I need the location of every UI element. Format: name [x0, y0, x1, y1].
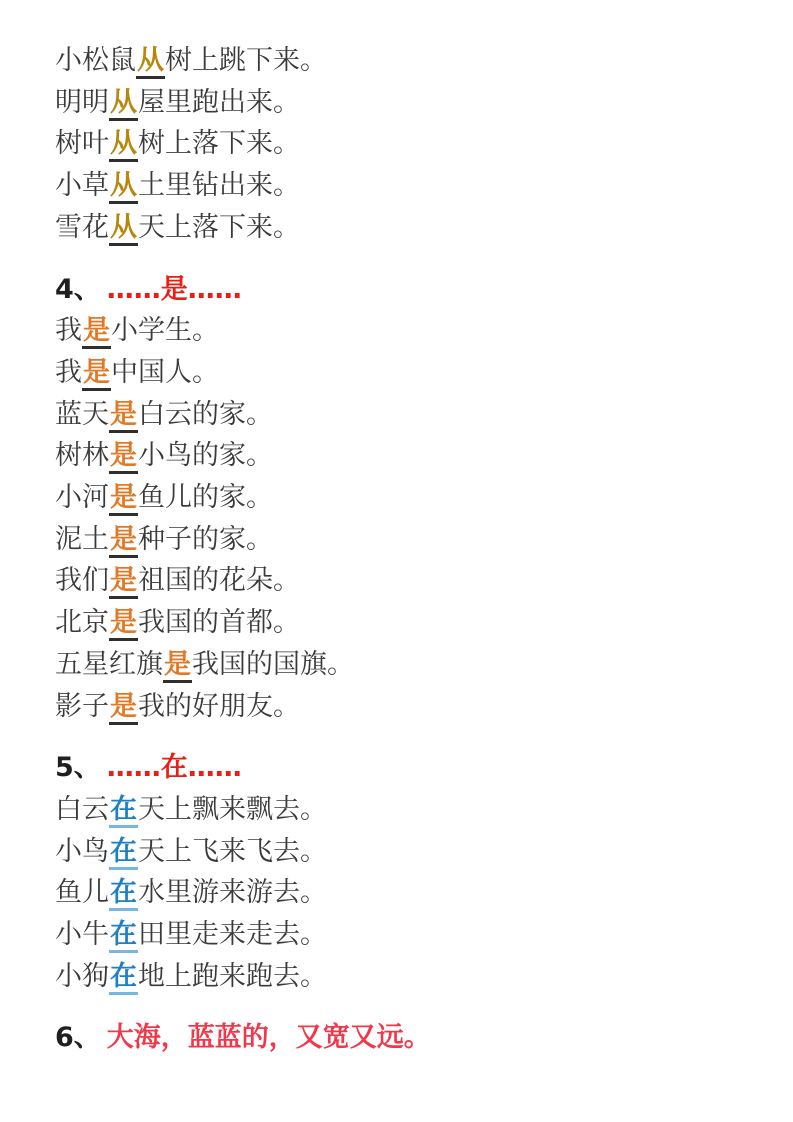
sentence-after: 中国人。 — [111, 356, 219, 388]
sentence-after: 天上落下来。 — [138, 211, 300, 243]
highlighted-word: 在 — [109, 877, 138, 911]
sentence-after: 种子的家。 — [138, 523, 273, 555]
highlighted-word: 是 — [163, 649, 192, 683]
highlighted-word: 是 — [109, 440, 138, 474]
section-header-shi — [55, 269, 753, 311]
sentence-line — [55, 435, 753, 477]
sentence-line — [55, 644, 753, 686]
sentence-after: 鱼儿的家。 — [138, 482, 273, 514]
section-header-dahai — [55, 1017, 753, 1059]
sentence-line — [55, 914, 753, 956]
sentence-after: 屋里跑出来。 — [138, 86, 300, 118]
sentence-before: 小牛 — [55, 919, 109, 951]
section-pattern: ……在…… — [106, 752, 242, 784]
sentence-before: 白云 — [55, 793, 109, 825]
highlighted-word: 从 — [109, 212, 138, 246]
highlighted-word: 是 — [82, 357, 111, 391]
sentence-line — [55, 602, 753, 644]
sentence-line — [55, 394, 753, 436]
section-number: 5、 — [55, 752, 101, 784]
highlighted-word: 是 — [109, 691, 138, 725]
section-number: 4、 — [55, 273, 101, 305]
sentence-line — [55, 686, 753, 728]
sentence-before: 影子 — [55, 690, 109, 722]
sentence-line — [55, 352, 753, 394]
sentence-after: 天上飘来飘去。 — [138, 793, 327, 825]
sentence-before: 雪花 — [55, 211, 109, 243]
highlighted-word: 从 — [109, 128, 138, 162]
sentence-line — [55, 519, 753, 561]
sentence-before: 北京 — [55, 607, 109, 639]
sentence-after: 我国的首都。 — [138, 607, 300, 639]
highlighted-word: 从 — [109, 170, 138, 204]
highlighted-word: 是 — [109, 482, 138, 516]
sentence-after: 我的好朋友。 — [138, 690, 300, 722]
sentence-before: 明明 — [55, 86, 109, 118]
sentence-before: 我 — [55, 356, 82, 388]
section-pattern: ……是…… — [106, 273, 242, 305]
sentence-after: 水里游来游去。 — [138, 877, 327, 909]
sentence-before: 小狗 — [55, 960, 109, 992]
sentence-before: 小河 — [55, 482, 109, 514]
sentence-after: 地上跑来跑去。 — [138, 960, 327, 992]
sentence-after: 树上跳下来。 — [165, 45, 327, 76]
sentence-after: 小学生。 — [111, 315, 219, 347]
sentence-before: 树叶 — [55, 128, 109, 160]
sentence-line — [55, 165, 753, 207]
highlighted-word: 从 — [109, 87, 138, 121]
sentence-after: 我国的国旗。 — [192, 648, 354, 680]
highlighted-word: 在 — [109, 794, 138, 828]
sentence-after: 祖国的花朵。 — [138, 565, 300, 597]
sentence-line — [55, 123, 753, 165]
sentence-line — [55, 40, 753, 82]
sentence-before: 蓝天 — [55, 398, 109, 430]
sentence-before: 我们 — [55, 565, 109, 597]
sentence-before: 五星红旗 — [55, 648, 163, 680]
section-pattern: 大海，蓝蓝的，又宽又远。 — [106, 1022, 431, 1054]
sentence-after: 白云的家。 — [138, 398, 273, 430]
sentence-line — [55, 477, 753, 519]
sentence-line — [55, 831, 753, 873]
sentence-line — [55, 310, 753, 352]
highlighted-word: 是 — [109, 607, 138, 641]
worksheet-content — [55, 40, 753, 1059]
sentence-line — [55, 789, 753, 831]
sentence-before: 小鸟 — [55, 835, 109, 867]
sentence-before: 小草 — [55, 170, 109, 202]
sentence-line — [55, 560, 753, 602]
highlighted-word: 在 — [109, 961, 138, 995]
sentence-line — [55, 207, 753, 249]
highlighted-word: 是 — [109, 524, 138, 558]
highlighted-word: 是 — [109, 565, 138, 599]
sentence-line — [55, 82, 753, 124]
highlighted-word: 在 — [109, 836, 138, 870]
sentence-after: 树上落下来。 — [138, 128, 300, 160]
highlighted-word: 从 — [136, 45, 165, 79]
section-number: 6、 — [55, 1022, 101, 1054]
sentence-after: 土里钻出来。 — [138, 170, 300, 202]
sentence-before: 鱼儿 — [55, 877, 109, 909]
highlighted-word: 在 — [109, 919, 138, 953]
sentence-after: 小鸟的家。 — [138, 440, 273, 472]
sentence-line — [55, 956, 753, 998]
sentence-after: 天上飞来飞去。 — [138, 835, 327, 867]
sentence-line — [55, 872, 753, 914]
sentence-before: 小松鼠 — [55, 45, 136, 76]
sentence-before: 我 — [55, 315, 82, 347]
highlighted-word: 是 — [82, 315, 111, 349]
sentence-before: 树林 — [55, 440, 109, 472]
sentence-before: 泥土 — [55, 523, 109, 555]
highlighted-word: 是 — [109, 399, 138, 433]
section-header-zai — [55, 747, 753, 789]
sentence-after: 田里走来走去。 — [138, 919, 327, 951]
